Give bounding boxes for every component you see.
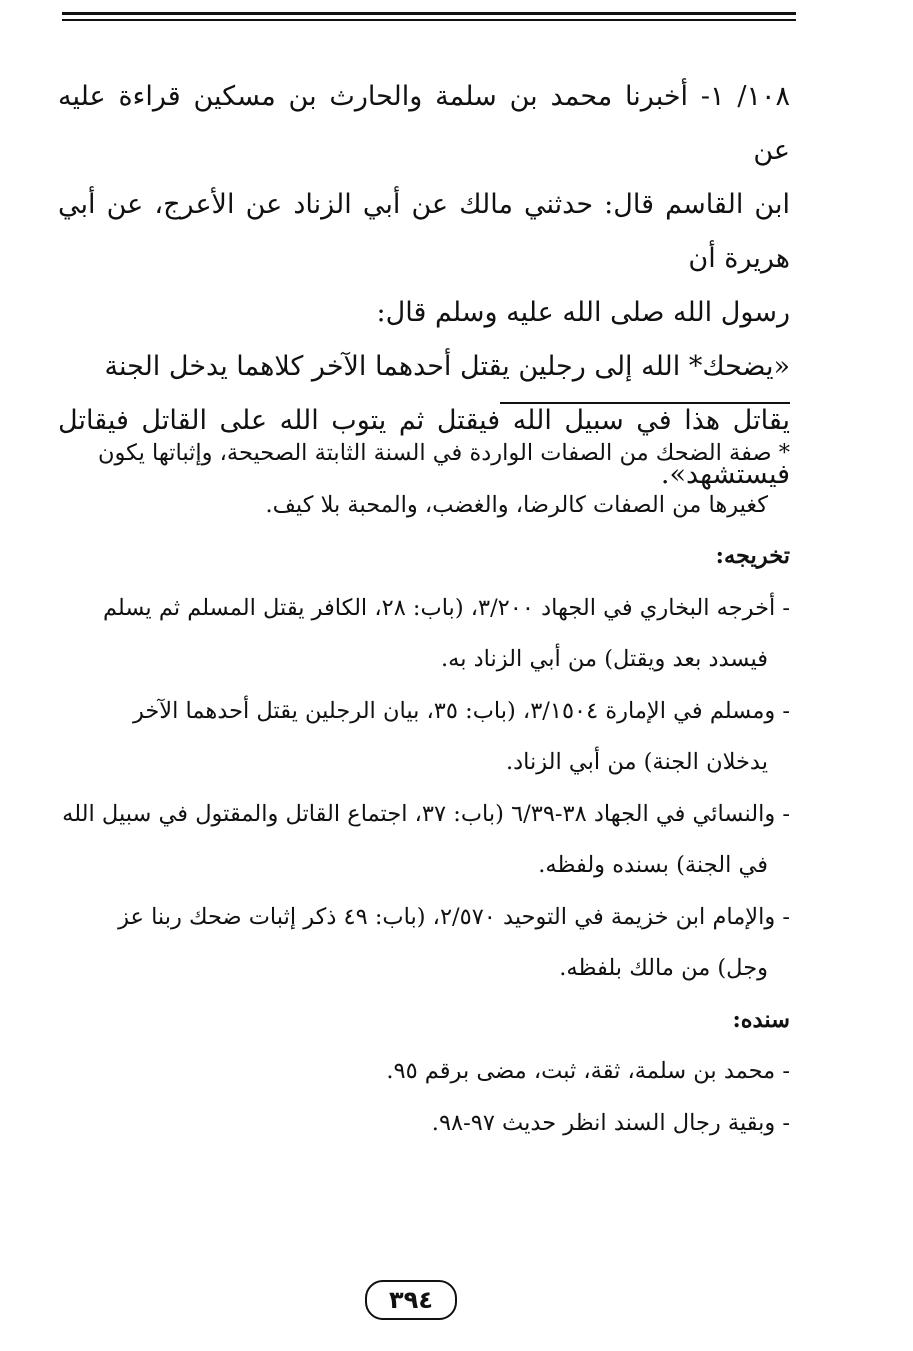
takhrij-line: - والإمام ابن خزيمة في التوحيد ٢/٥٧٠، (باب: ٤٩ ذكر إثبات ضحك ربنا عز [118,903,790,930]
page-number: ٣٩٤ [365,1280,457,1320]
hadith-line: رسول الله صلى الله عليه وسلم قال: [376,297,790,328]
takhrij-heading: تخريجه: [715,543,790,569]
footnotes [58,428,790,1149]
takhrij-line: فيسدد بعد ويقتل) من أبي الزناد به. [441,646,768,672]
takhrij-line: - والنسائي في الجهاد ٣٨-٦/٣٩ (باب: ٣٧، اجتماع القاتل والمقتول في سبيل الله [62,800,790,827]
hadith-line: ١٠٨/ ١- أخبرنا محمد بن سلمة والحارث بن مسكين قراءة عليه عن [58,81,790,166]
takhrij-line: - ومسلم في الإمارة ٣/١٥٠٤، (باب: ٣٥، بيان الرجلين يقتل أحدهما الآخر [132,697,790,724]
footnote-line: كغيرها من الصفات كالرضا، والغضب، والمحبة بلا كيف. [265,491,768,518]
footnote-separator [500,402,790,404]
hadith-line: ابن القاسم قال: حدثني مالك عن أبي الزناد عن الأعرج، عن أبي هريرة أن [58,189,790,274]
takhrij-line: - أخرجه البخاري في الجهاد ٣/٢٠٠، (باب: ٢٨، الكافر يقتل المسلم ثم يسلم [102,594,790,621]
takhrij-line: يدخلان الجنة) من أبي الزناد. [505,749,768,775]
top-rule-thick [62,12,796,15]
takhrij-line: في الجنة) بسنده ولفظه. [538,852,768,878]
takhrij-line: وجل) من مالك بلفظه. [559,955,768,981]
hadith-line: «يضحك* الله إلى رجلين يقتل أحدهما الآخر كلاهما يدخل الجنة [104,351,790,382]
sanad-heading: سنده: [732,1006,790,1033]
hadith-line: يقاتل هذا في سبيل الله فيقتل ثم يتوب الله على القاتل فيقاتل فيستشهد». [58,405,790,490]
sanad-line: - محمد بن سلمة، ثقة، ثبت، مضى برقم ٩٥. [386,1058,790,1084]
sanad-line: - وبقية رجال السند انظر حديث ٩٧-٩٨. [431,1109,790,1136]
footnote-line: * صفة الضحك من الصفات الواردة في السنة الثابتة الصحيحة، وإثباتها يكون [98,440,790,466]
top-rule-thin [62,19,796,21]
